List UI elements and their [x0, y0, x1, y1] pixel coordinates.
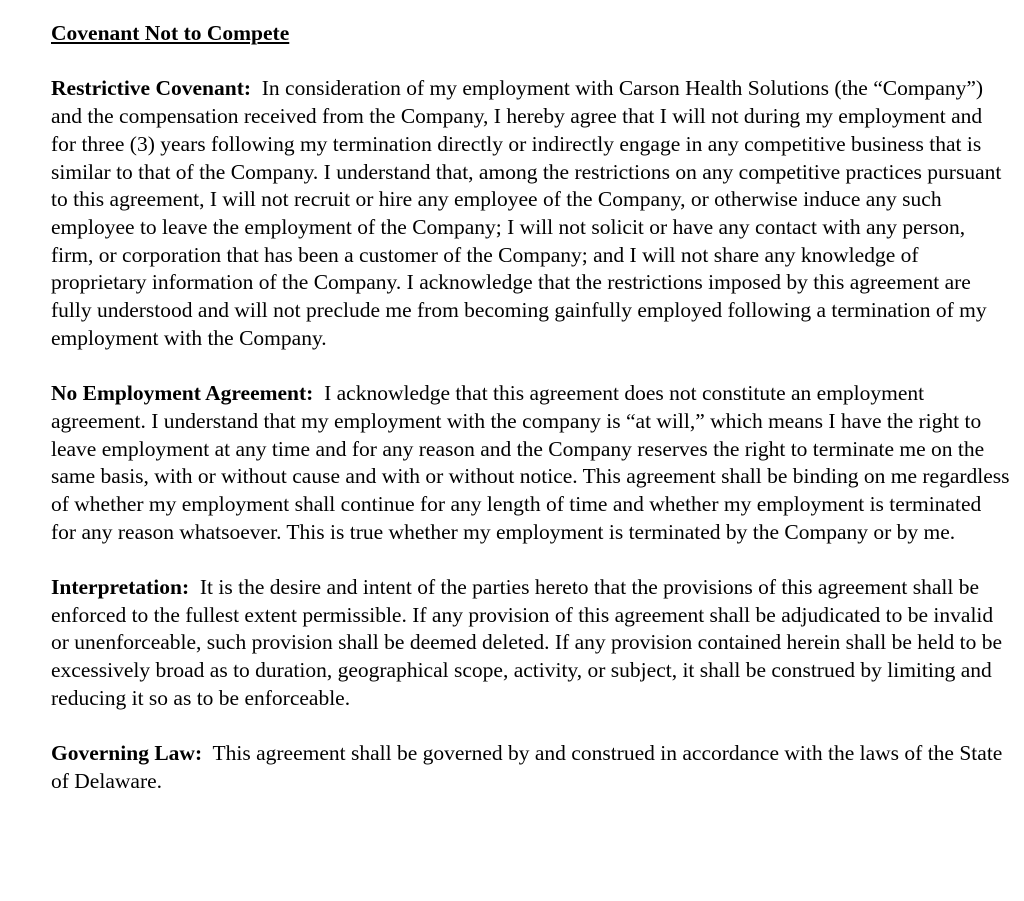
section-body: In consideration of my employment with Carson Health Solutions (the “Company”) and the compensation received from the Company, I hereby agree that I will not during my employment and for three (3) years following my termination directly or indirectly engage in any competitive business that is similar to that of the Company. I understand that, among the restrictions on any competitive practices pursuant to this agreement, I will not recruit or hire any employee of the Company, or otherwise induce any such employee to leave the employment of the Company; I will not solicit or have any contact with any person, firm, or corporation that has been a customer of the Company; and I will not share any knowledge of proprietary information of the Company. I acknowledge that the restrictions imposed by this agreement are fully understood and will not preclude me from becoming gainfully employed following a termination of my employment with the Company. — [51, 76, 1002, 350]
section-body: This agreement shall be governed by and construed in accordance with the laws of the State of Delaware. — [51, 741, 1003, 793]
section-heading: Governing Law: — [51, 741, 203, 766]
section-restrictive-covenant — [51, 75, 1011, 352]
section-body: I acknowledge that this agreement does not constitute an employment agreement. I understand that my employment with the company is “at will,” which means I have the right to leave employment at any time and for any reason and the Company reserves the right to terminate me on the same basis, with or without cause and with or without notice. This agreement shall be binding on me regardless of whether my employment shall continue for any length of time and whether my employment is terminated for any reason whatsoever. This is true whether my employment is terminated by the Company or by me. — [51, 381, 1010, 544]
section-body: It is the desire and intent of the parties hereto that the provisions of this agreement shall be enforced to the fullest extent permissible. If any provision of this agreement shall be adjudicated to be invalid or unenforceable, such provision shall be deemed deleted. If any provision contained herein shall be held to be excessively broad as to duration, geographical scope, activity, or subject, it shall be construed by limiting and reducing it so as to be enforceable. — [51, 575, 1003, 710]
document-title: Covenant Not to Compete — [51, 21, 290, 45]
section-governing-law — [51, 740, 1011, 795]
section-heading: No Employment Agreement: — [51, 381, 314, 406]
document-page — [51, 20, 1011, 823]
section-heading: Interpretation: — [51, 575, 190, 600]
section-heading: Restrictive Covenant: — [51, 76, 252, 101]
section-interpretation — [51, 574, 1011, 713]
section-no-employment-agreement — [51, 380, 1011, 546]
